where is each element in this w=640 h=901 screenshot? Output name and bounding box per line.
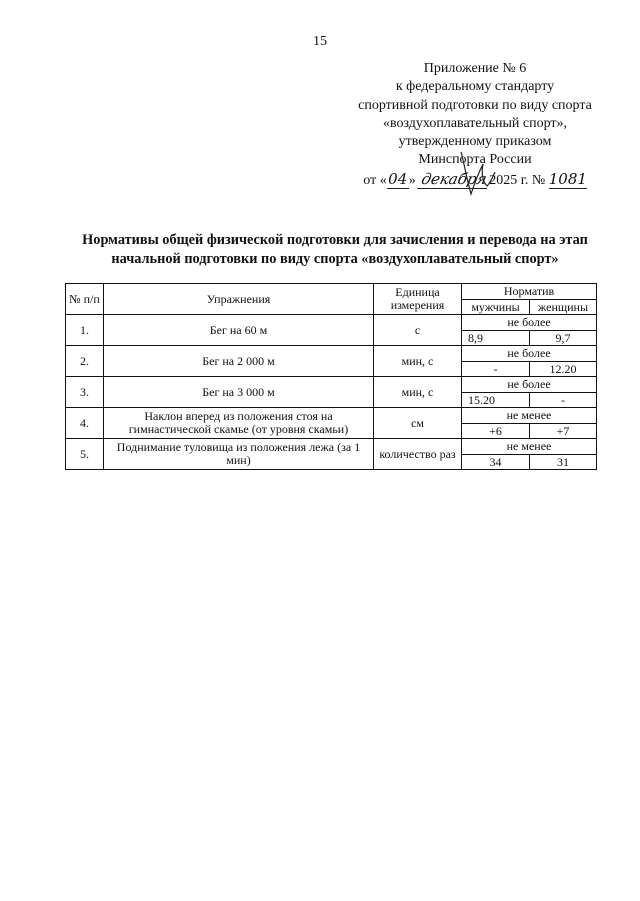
year-text: 2025 г. № [489, 172, 546, 188]
document-title [60, 231, 610, 269]
header-men: мужчины [462, 300, 530, 315]
table-row [66, 408, 597, 424]
row-unit: мин, с [374, 346, 462, 377]
header-row [66, 284, 597, 300]
title-line-1: Нормативы общей физической подготовки для зачисления и перевода на этап [82, 232, 588, 248]
row-unit: с [374, 315, 462, 346]
table-row [66, 315, 597, 331]
header-women: женщины [530, 300, 597, 315]
title-line-2: начальной подготовки по виду спорта «воздухоплавательный спорт» [111, 251, 559, 267]
row-exercise: Наклон вперед из положения стоя на гимнастической скамье (от уровня скамьи) [104, 408, 374, 439]
row-men: 34 [462, 455, 530, 470]
signature-mark [453, 142, 513, 202]
row-men: 15.20 [462, 393, 530, 408]
row-unit: см [374, 408, 462, 439]
table-row [66, 439, 597, 455]
table-row [66, 346, 597, 362]
handwritten-day: 04 [388, 169, 408, 188]
row-num: 3. [66, 377, 104, 408]
row-condition: не более [462, 346, 597, 362]
date-prefix: от « [363, 172, 387, 188]
row-num: 2. [66, 346, 104, 377]
date-separator: » [408, 172, 416, 188]
row-women: 12.20 [530, 362, 597, 377]
row-condition: не менее [462, 439, 597, 455]
appendix-line-4: «воздухоплавательный спорт», [382, 115, 568, 131]
row-exercise: Поднимание туловища из положения лежа (за 1 мин) [104, 439, 374, 470]
appendix-line-2: к федеральному стандарту [395, 79, 555, 95]
row-women: - [530, 393, 597, 408]
row-condition: не менее [462, 408, 597, 424]
page-number: 15 [313, 34, 327, 49]
appendix-line-3: спортивной подготовки по виду спорта [358, 97, 592, 113]
header-unit: Единица измерения [374, 284, 462, 315]
row-men: 8,9 [462, 331, 530, 346]
row-women: 9,7 [530, 331, 597, 346]
appendix-line-6: Минспорта России [418, 152, 532, 168]
row-num: 5. [66, 439, 104, 470]
row-exercise: Бег на 60 м [104, 315, 374, 346]
norms-table [65, 283, 597, 470]
header-num: № п/п [66, 284, 104, 315]
appendix-line-5: утвержденному приказом [398, 134, 552, 150]
row-unit: мин, с [374, 377, 462, 408]
row-men: +6 [462, 424, 530, 439]
row-women: +7 [530, 424, 597, 439]
handwritten-order-number: 1081 [548, 169, 587, 188]
row-num: 1. [66, 315, 104, 346]
header-norm: Норматив [462, 284, 597, 300]
row-exercise: Бег на 3 000 м [104, 377, 374, 408]
table-row [66, 377, 597, 393]
handwritten-month: декабря [417, 170, 491, 189]
row-condition: не более [462, 315, 597, 331]
header-exercise: Упражнения [104, 284, 374, 315]
row-exercise: Бег на 2 000 м [104, 346, 374, 377]
appendix-line-1: Приложение № 6 [423, 61, 527, 76]
row-women: 31 [530, 455, 597, 470]
row-men: - [462, 362, 530, 377]
row-num: 4. [66, 408, 104, 439]
row-unit: количество раз [374, 439, 462, 470]
row-condition: не более [462, 377, 597, 393]
